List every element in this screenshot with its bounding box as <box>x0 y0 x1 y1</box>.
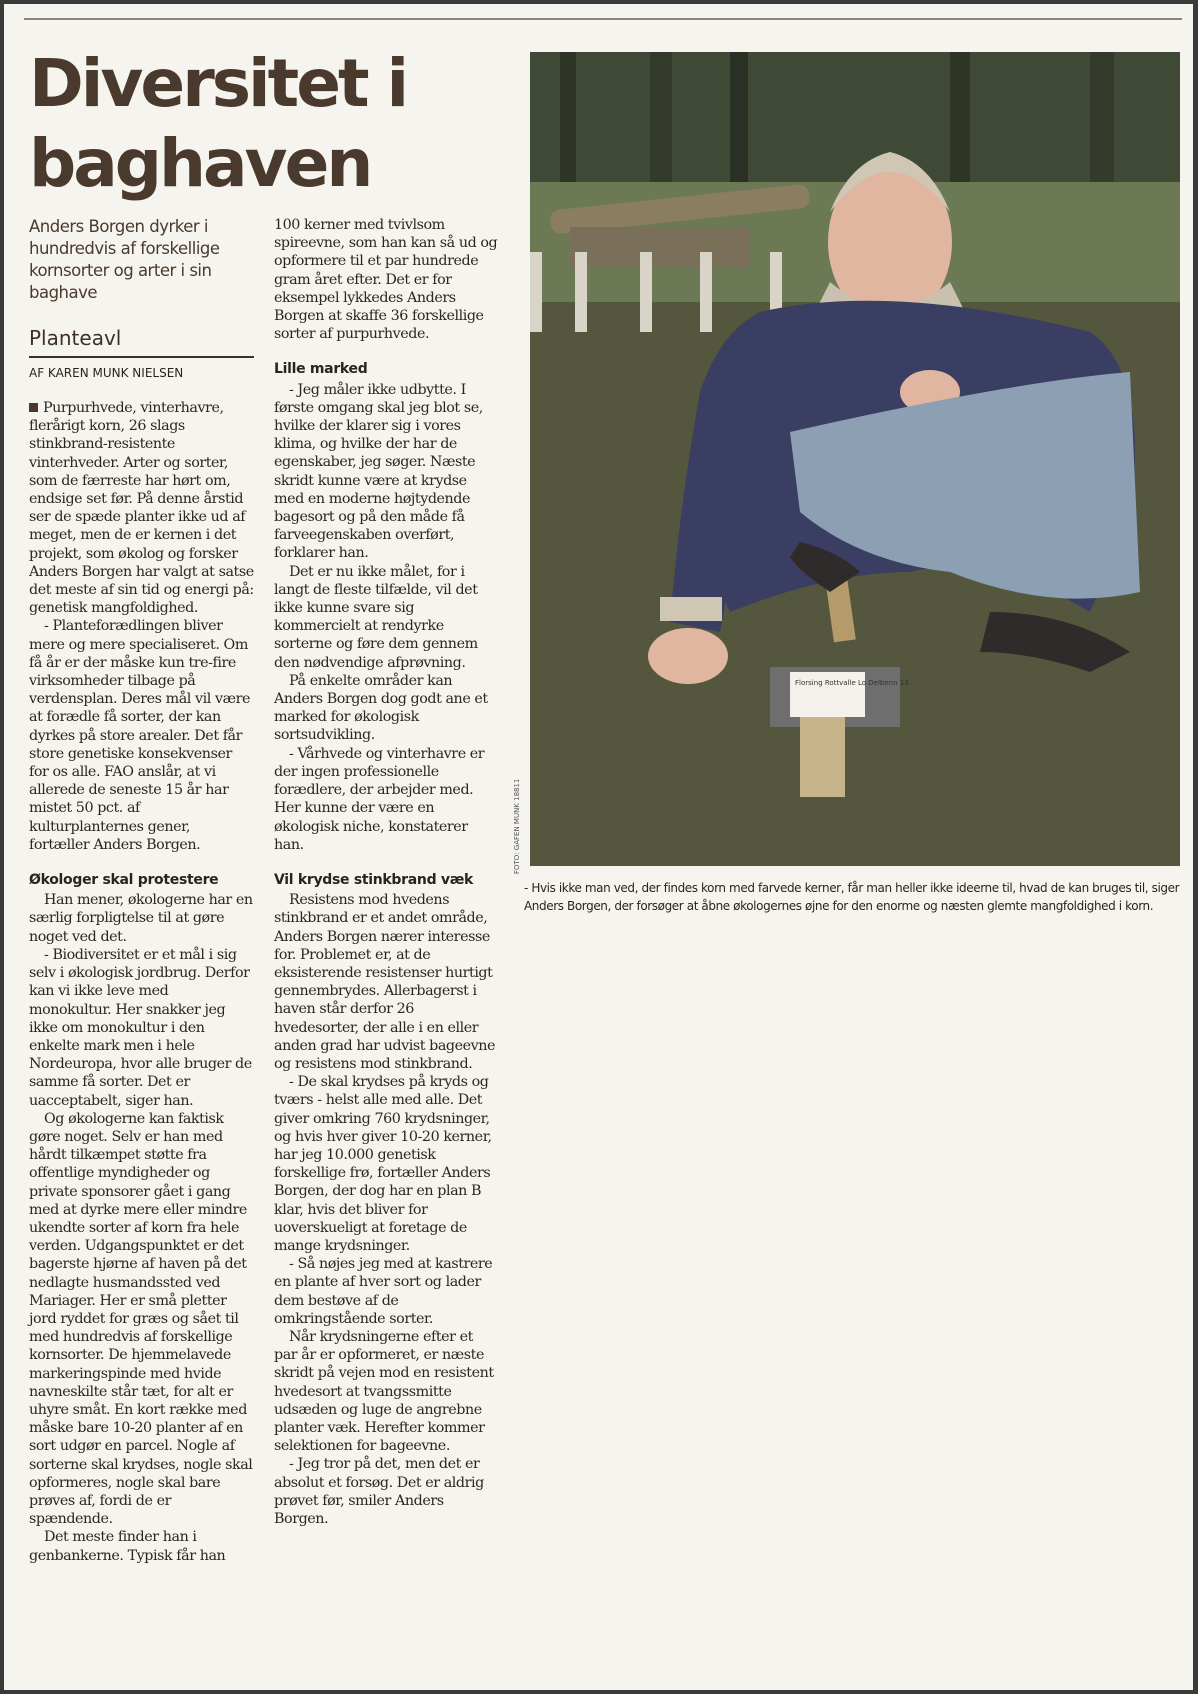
paragraph: Det meste finder han i genbankerne. Typisk får han <box>29 1529 226 1564</box>
paragraph: - Biodiversitet er et mål i sig selv i økologisk jordbrug. Derfor kan vi ikke leve med monokultur. Her snakker jeg ikke om monokultur i den enkelte mark men i hele Nordeuropa, hvor alle bruger de samme få sorter. Det er uacceptabelt, siger han. <box>29 946 252 1109</box>
photo-caption: - Hvis ikke man ved, der findes korn med farvede kerner, får man heller ikke ideerne til, hvad de kan bruges til, siger Anders Borgen, der forsøger at åbne økologernes øjne for den enorme og næsten glemte mangfoldighed i korn. <box>524 881 1180 913</box>
top-rule-right <box>502 18 1182 20</box>
text-column-1 <box>29 399 254 1565</box>
text-column-2 <box>274 216 499 1528</box>
paragraph: - Jeg tror på det, men det er absolut et forsøg. Det er aldrig prøvet før, smiler Anders Borgen. <box>274 1456 484 1528</box>
paragraph: Og økologerne kan faktisk gøre noget. Selv er han med hårdt tilkæmpet støtte fra offentlige myndigheder og private sponsorer gået i gang med at dyrke mere eller mindre ukendte sorter af korn fra hele verden. Udgangspunktet er det bagerste hjørne af haven på det nedlagte husmandssted ved Mariager. Her er små pletter jord ryddet for græs og sået til med hundredvis af forskellige kornsorter. De hjemmelavede markeringspinde med hvide navneskilte står tæt, for alt er uhyre småt. En kort række med måske bare 10-20 planter af en sort udgør en parcel. Nogle af sorterne skal krydses, nogle skal opformeres, nogle skal bare prøves af, fordi de er spændende. <box>29 1110 253 1528</box>
paragraph: - Så nøjes jeg med at kastrere en plante af hver sort og lader dem bestøve af de omkringstående sorter. <box>274 1256 493 1327</box>
paragraph: Han mener, økologerne har en særlig forpligtelse til at gøre noget ved det. <box>29 892 253 945</box>
sign-text: Florsing Rottvalle Lo Delbenn 13 <box>795 679 909 687</box>
article-photo <box>530 52 1180 866</box>
paragraph: 100 kerner med tvivlsom spireevne, som han kan så ud og opformere til et par hundrede gram året efter. Det er for eksempel lykkedes Anders Borgen at skaffe 36 forskellige sorter af purpurhvede. <box>274 217 498 343</box>
byline: AF KAREN MUNK NIELSEN <box>29 366 184 380</box>
subheading: Økologer skal protestere <box>29 872 219 889</box>
paragraph: - De skal krydses på kryds og tværs - helst alle med alle. Det giver omkring 760 krydsninger, og hvis hver giver 10-20 kerner, har jeg 10.000 genetisk forskellige frø, fortæller Anders Borgen, der dog har en plan B klar, hvis det bliver for uoverskueligt at foretage de mange krydsninger. <box>274 1074 492 1254</box>
paragraph: Når krydsningerne efter et par år er opformeret, er næste skridt på vejen mod en resistent hvedesort at tvangssmitte udsæden og luge de angrebne planter væk. Herefter kommer selektionen for bageevne. <box>274 1328 494 1455</box>
paragraph: Det er nu ikke målet, for i langt de fleste tilfælde, vil det ikke kunne svare sig kommercielt at rendyrke sorterne og føre dem gennem den nødvendige afprøvning. <box>274 563 478 671</box>
paragraph: - Vårhvede og vinterhavre er der ingen professionelle forædlere, der arbejder med. Her kunne der være en økologisk niche, konstaterer han. <box>274 745 485 853</box>
paragraph-marker-icon <box>29 403 38 412</box>
paragraph: - Planteforædlingen bliver mere og mere specialiseret. Om få år er der måske kun tre-fire virksomheder tilbage på verdensplan. Deres mål vil være at forædle få sorter, der kan dyrkes på store arealer. Det får store genetiske konsekvenser for os alle. FAO anslår, at vi allerede de seneste 15 år har mistet 50 pct. af kulturplanternes gener, fortæller Anders Borgen. <box>29 618 250 853</box>
paragraph: På enkelte områder kan Anders Borgen dog godt ane et marked for økologisk sortsudvikling. <box>274 672 488 744</box>
headline: Diversitet i baghaven <box>29 45 407 202</box>
deck: Anders Borgen dyrker i hundredvis af forskellige kornsorter og arter i sin baghave <box>29 217 220 302</box>
top-rule-left <box>24 18 504 20</box>
kicker-rule <box>29 356 254 358</box>
subheading: Lille marked <box>274 361 368 378</box>
intro-paragraph: Purpurhvede, vinterhavre, flerårigt korn, 26 slags stinkbrand-resistente vinterhveder. Arter og sorter, som de færreste har hørt om, endsige set før. På denne årstid ser de spæde planter ikke ud af meget, men de er kernen i det projekt, som økolog og forsker Anders Borgen har valgt at satse det meste af sin tid og energi på: genetisk mangfoldighed. <box>29 400 254 617</box>
subheading: Vil krydse stinkbrand væk <box>274 871 474 888</box>
photo-illustration <box>530 52 1180 866</box>
paragraph: Resistens mod hvedens stinkbrand er et andet område, Anders Borgen nærer interesse for. Problemet er, at de eksisterende resistenser hurtigt gennembrydes. Allerbagerst i haven står derfor 26 hvedesorter, der alle i en eller anden grad har udvist bageevne og resistens mod stinkbrand. <box>274 892 496 1072</box>
newspaper-clipping <box>4 4 1193 1690</box>
section-kicker: Planteavl <box>29 326 122 350</box>
paragraph: - Jeg måler ikke udbytte. I første omgang skal jeg blot se, hvilke der klarer sig i vores klima, og hvilke der har de egenskaber, jeg søger. Næste skridt kunne være at krydse med en moderne højtydende bagesort og på den måde få farveegenskaben overført, forklarer han. <box>274 381 483 562</box>
photo-credit: FOTO: GAFEN MUNK 18811 <box>513 778 521 874</box>
